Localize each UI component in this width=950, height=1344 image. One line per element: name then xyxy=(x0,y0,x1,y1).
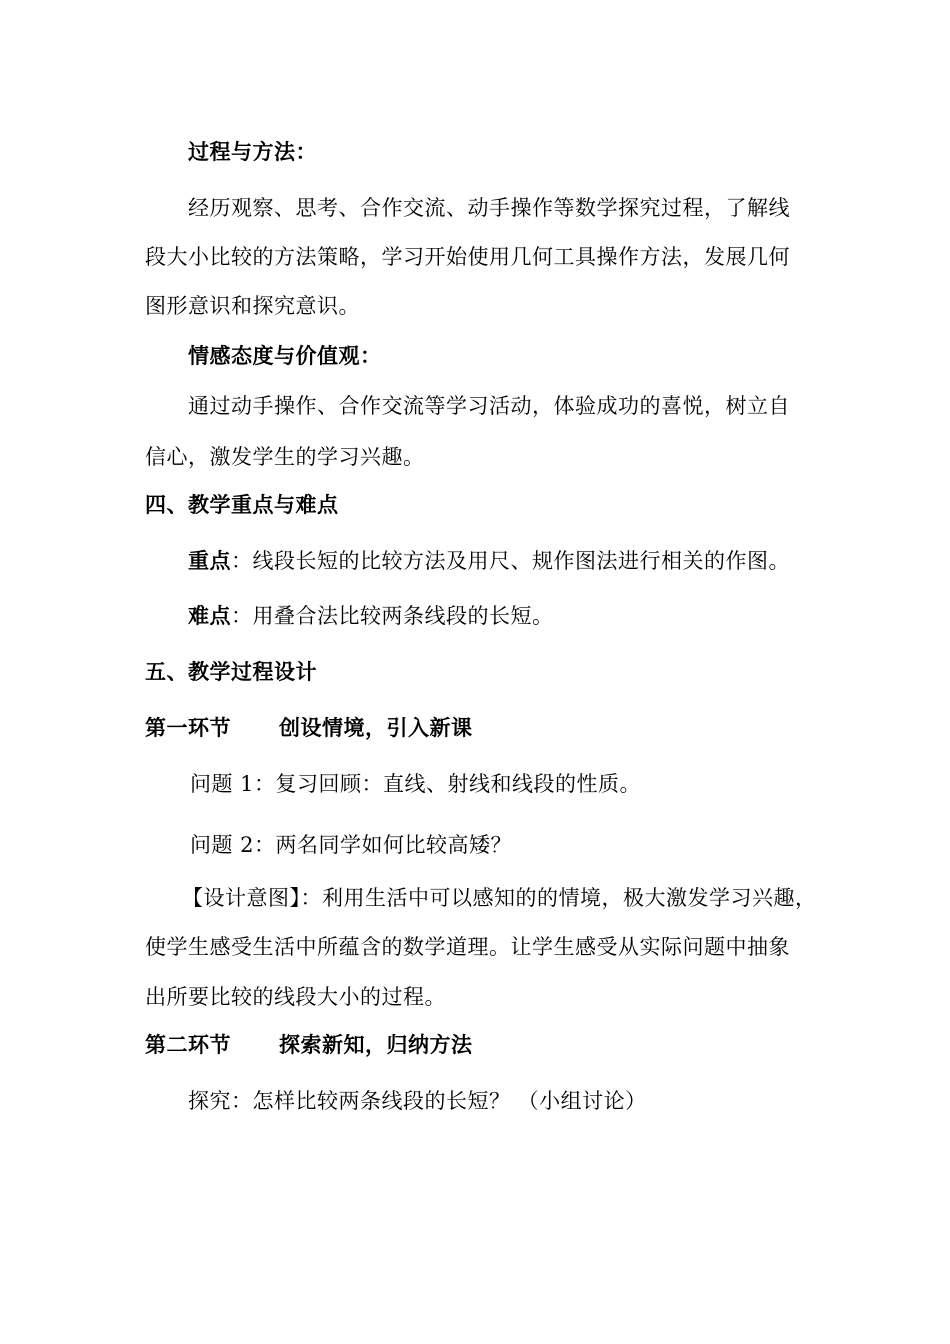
process-methods-heading: 过程与方法： xyxy=(188,139,317,164)
design-intent-line-1: 【设计意图】：利用生活中可以感知的的情境，极大激发学习兴趣， xyxy=(182,886,817,910)
process-methods-line-3: 图形意识和探究意识。 xyxy=(145,294,360,318)
key-point-text: ：线段长短的比较方法及用尺、规作图法进行相关的作图。 xyxy=(231,549,790,573)
difficulty-paragraph xyxy=(188,601,554,631)
stage-one-label: 第一环节 xyxy=(145,715,231,740)
process-methods-line-1: 经历观察、思考、合作交流、动手操作等数学探究过程，了解线 xyxy=(188,196,790,220)
section-four-heading: 四、教学重点与难点 xyxy=(145,492,339,517)
emotion-values-heading: 情感态度与价值观： xyxy=(188,343,382,368)
difficulty-text: ：用叠合法比较两条线段的长短。 xyxy=(231,604,554,628)
stage-one-question-2: 问题 2：两名同学如何比较高矮？ xyxy=(190,833,513,857)
difficulty-label: 难点 xyxy=(188,603,231,628)
section-five-heading: 五、教学过程设计 xyxy=(145,659,317,684)
stage-one-question-1: 问题 1：复习回顾：直线、射线和线段的性质。 xyxy=(190,772,642,796)
stage-one-heading xyxy=(145,713,473,743)
process-methods-line-2: 段大小比较的方法策略，学习开始使用几何工具操作方法，发展几何 xyxy=(145,245,790,269)
design-intent-line-2: 使学生感受生活中所蕴含的数学道理。让学生感受从实际问题中抽象 xyxy=(145,935,790,959)
stage-two-label: 第二环节 xyxy=(145,1032,231,1057)
key-point-paragraph xyxy=(188,546,790,576)
design-intent-line-3: 出所要比较的线段大小的过程。 xyxy=(145,985,446,1009)
key-point-label: 重点 xyxy=(188,548,231,573)
stage-two-heading xyxy=(145,1030,473,1060)
stage-one-title: 创设情境，引入新课 xyxy=(279,715,473,740)
emotion-values-line-1: 通过动手操作、合作交流等学习活动，体验成功的喜悦，树立自 xyxy=(188,394,790,418)
stage-two-title: 探索新知，归纳方法 xyxy=(279,1032,473,1057)
emotion-values-line-2: 信心，激发学生的学习兴趣。 xyxy=(145,445,425,469)
stage-two-inquiry: 探究：怎样比较两条线段的长短？ （小组讨论） xyxy=(188,1089,647,1113)
